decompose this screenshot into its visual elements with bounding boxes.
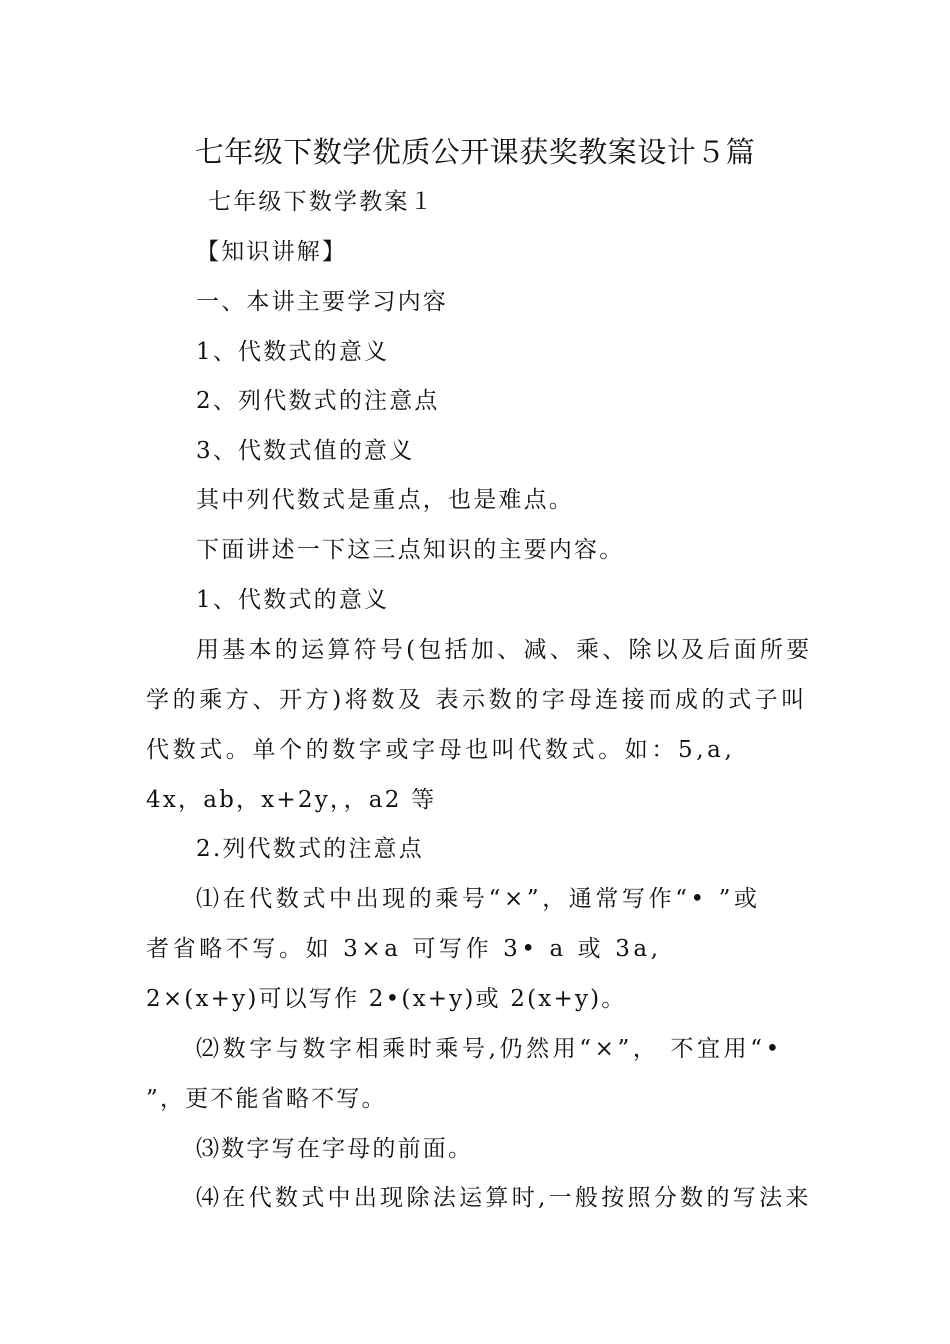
section-heading: 七年级下数学教案１ (208, 189, 435, 215)
paragraph-line: 用基本的运算符号(包括加、减、乘、除以及后面所要 (196, 637, 813, 663)
paragraph-line: 2、列代数式的注意点 (196, 388, 440, 414)
paragraph-line: ⑵数字与数字相乘时乘号,仍然用“×”， 不宜用“• (196, 1036, 783, 1062)
paragraph-line: 【知识讲解】 (196, 239, 348, 265)
paragraph-line: ⑷在代数式中出现除法运算时,一般按照分数的写法来 (196, 1185, 812, 1211)
paragraph-line: 其中列代数式是重点，也是难点。 (196, 487, 574, 513)
paragraph-line: 3、代数式值的意义 (196, 438, 415, 464)
paragraph-line: 4x，ab，x+2y，，a2 等 (146, 787, 437, 813)
paragraph-line: ⑶数字写在字母的前面。 (196, 1136, 474, 1162)
paragraph-line: 1、代数式的意义 (196, 339, 390, 365)
paragraph-line: 2.列代数式的注意点 (196, 836, 424, 862)
paragraph-line: 下面讲述一下这三点知识的主要内容。 (196, 537, 625, 563)
paragraph-line: ⑴在代数式中出现的乘号“×”，通常写作“• ”或 (196, 886, 761, 912)
paragraph-line: 者省略不写。如 3×a 可写作 3• a 或 3a, (146, 936, 662, 962)
paragraph-line: ”，更不能省略不写。 (146, 1086, 387, 1112)
document-title: 七年级下数学优质公开课获奖教案设计５篇 (194, 135, 756, 169)
paragraph-line: 1、代数式的意义 (196, 587, 390, 613)
paragraph-line: 2×(x+y)可以写作 2•(x+y)或 2(x+y)。 (146, 986, 627, 1012)
paragraph-line: 一、本讲主要学习内容 (196, 289, 448, 315)
paragraph-line: 学的乘方、开方)将数及 表示数的字母连接而成的式子叫 (146, 687, 808, 713)
paragraph-line: 代数式。单个的数字或字母也叫代数式。如：5,a, (146, 737, 736, 763)
